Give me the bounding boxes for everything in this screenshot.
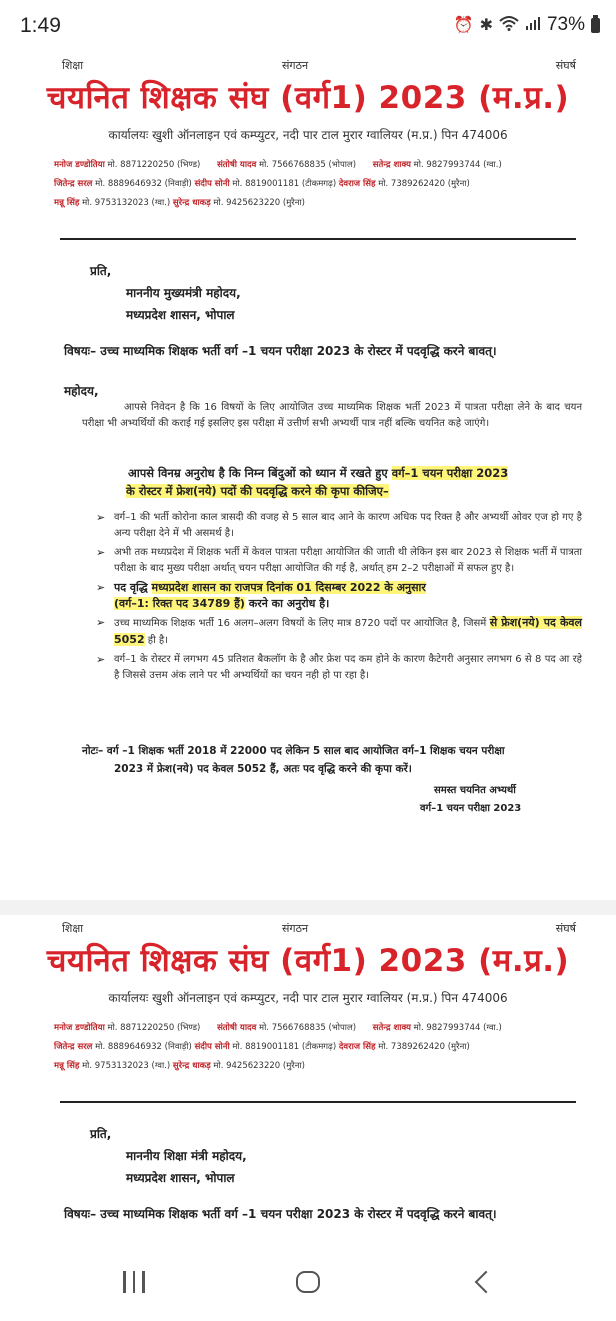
arrow-icon: ➢ (96, 511, 106, 524)
member-info: मो. 8889646932 (निवाड़ी) (95, 179, 192, 189)
member-info: मो. 8871220250 (भिण्ड) (107, 160, 201, 170)
header-right: संघर्ष (555, 922, 576, 935)
member-row (54, 1038, 596, 1057)
member-info: मो. 7389262420 (मुरैना) (378, 179, 470, 189)
body-paragraph-2 (128, 464, 582, 500)
bullet-text: करने का अनुरोध है। (244, 597, 330, 610)
member-info: मो. 9425623220 (मुरैना) (213, 198, 306, 208)
recent-apps-icon (123, 1271, 145, 1293)
letter-page-1 (0, 52, 616, 900)
member-info: मो. 7566768835 (भोपाल) (259, 1023, 357, 1033)
member-name: सतेन्द्र शाक्य (372, 160, 411, 170)
home-icon (296, 1271, 320, 1293)
bullet-list (96, 510, 583, 687)
member-name: देवराज सिंह (338, 179, 376, 189)
battery-percent: 73% (546, 14, 585, 35)
member-name: जितेन्द्र सरल (54, 179, 93, 189)
member-list (54, 1019, 596, 1076)
alarm-icon: ⏰ (453, 17, 474, 34)
member-row (54, 1019, 596, 1038)
wifi-icon (499, 15, 519, 36)
bullet-highlight: मध्यप्रदेश शासन का राजपत्र दिनांक 01 दिसम्बर 2022 के अनुसार (151, 581, 426, 594)
member-info: मो. 7566768835 (भोपाल) (259, 160, 357, 170)
subject-line: विषयः– उच्च माध्यमिक शिक्षक भर्ती वर्ग –1 चयन परीक्षा 2023 के रोस्टर में पदवृद्धि करने बावत्। (64, 344, 497, 358)
status-bar (0, 0, 616, 52)
member-name: संदीप सोनी (194, 179, 230, 189)
status-icons (454, 14, 600, 36)
signature-line-1: समस्त चयनित अभ्यर्थी (434, 785, 516, 796)
bullet-highlight: से फ्रेश(नये) पद केवल 5052 (114, 616, 582, 646)
member-list (54, 156, 596, 213)
battery-icon (591, 18, 600, 33)
bullet-item (96, 580, 582, 612)
member-name: मन्नू सिंह (54, 198, 80, 208)
member-name: संतोषी यादव (217, 1023, 257, 1033)
note-line-1: नोटः– वर्ग –1 शिक्षक भर्ती 2018 में 22000 पद लेकिन 5 साल बाद आयोजित वर्ग–1 शिक्षक चयन परीक्षा (82, 745, 505, 757)
signature-line-2: वर्ग–1 चयन परीक्षा 2023 (420, 803, 522, 814)
member-row (54, 1057, 596, 1076)
signal-icon (525, 16, 541, 35)
header-left: शिक्षा (62, 59, 84, 72)
arrow-icon: ➢ (96, 653, 106, 666)
back-icon (475, 1271, 498, 1294)
para2-highlight-line2: के रोस्टर में फ्रेश(नये) पदों की पदवृद्धि करने की कृपा कीजिए– (126, 484, 389, 498)
letter-header-row (62, 921, 576, 939)
member-info: मो. 9753132023 (ग्वा.) (82, 198, 171, 208)
member-row (54, 156, 596, 175)
bullet-item (96, 545, 583, 577)
bullet-item (96, 615, 582, 649)
to-label: प्रति, (90, 264, 112, 278)
member-name: सुरेन्द्र धाकड़ (172, 1061, 211, 1071)
member-info: मो. 9753132023 (ग्वा.) (82, 1061, 171, 1071)
member-info: मो. 8819001181 (टीकमगढ़) (232, 179, 337, 189)
header-center: संगठन (282, 922, 309, 935)
member-info: मो. 9827993744 (ग्वा.) (413, 1023, 502, 1033)
page-gap (0, 900, 616, 915)
to-label: प्रति, (90, 1127, 112, 1141)
office-address: कार्यालयः खुशी ऑनलाइन एवं कम्प्युटर, नदी पार टाल मुरार ग्वालियर (म.प्र.) पिन 474006 (108, 128, 508, 142)
member-info: मो. 8889646932 (निवाड़ी) (95, 1042, 192, 1052)
header-left: शिक्षा (62, 922, 84, 935)
bullet-highlight: (वर्ग–1: रिक्त पद 34789 हैं) (114, 597, 245, 610)
member-info: मो. 9425623220 (मुरैना) (213, 1061, 306, 1071)
address-block (90, 260, 241, 326)
status-time: 1:49 (20, 14, 61, 37)
member-name: संदीप सोनी (194, 1042, 230, 1052)
member-row (54, 194, 596, 213)
bullet-text: उच्च माध्यमिक शिक्षक भर्ती 16 अलग–अलग विषयों के लिए मात्र 8720 पदों पर आयोजित है, जिसमें (114, 618, 490, 629)
addressee-line-1: माननीय मुख्यमंत्री महोदय, (126, 286, 241, 300)
header-divider (60, 238, 576, 240)
home-button[interactable] (278, 1262, 338, 1302)
member-name: सतेन्द्र शाक्य (372, 1023, 411, 1033)
bullet-item (96, 652, 582, 684)
member-name: जितेन्द्र सरल (54, 1042, 93, 1052)
member-name: देवराज सिंह (338, 1042, 376, 1052)
letter-page-2 (0, 915, 616, 1240)
member-info: मो. 8871220250 (भिण्ड) (107, 1023, 201, 1033)
header-divider (60, 1101, 576, 1103)
salutation: महोदय, (64, 384, 99, 398)
member-info: मो. 9827993744 (ग्वा.) (413, 160, 502, 170)
signature-block (420, 782, 521, 818)
bullet-text: वर्ग–1 की भर्ती कोरोना काल त्रासदी की वजह से 5 साल बाद आने के कारण अधिक पद रिक्त है और अभ्यर्थी ओवर एज हो गए है अन्य परीक्षा देने में भी असमर्थ है। (114, 512, 582, 539)
para2-highlight: वर्ग–1 चयन परीक्षा 2023 (391, 466, 509, 480)
member-name: संतोषी यादव (217, 160, 257, 170)
arrow-icon: ➢ (96, 546, 106, 559)
bluetooth-icon: ✱ (479, 17, 493, 34)
addressee-line-1: माननीय शिक्षा मंत्री महोदय, (126, 1149, 247, 1163)
recent-apps-button[interactable] (104, 1262, 164, 1302)
arrow-icon: ➢ (96, 581, 106, 594)
address-block (90, 1123, 247, 1189)
navigation-bar (0, 1240, 616, 1321)
letterhead-title: चयनित शिक्षक संघ (वर्ग1) 2023 (म.प्र.) (46, 80, 570, 116)
member-name: सुरेन्द्र धाकड़ (172, 198, 211, 208)
member-name: मनोज डण्डोतिया (54, 1023, 105, 1033)
subject-line: विषयः– उच्च माध्यमिक शिक्षक भर्ती वर्ग –1 चयन परीक्षा 2023 के रोस्टर में पदवृद्धि करने बावत्। (64, 1207, 497, 1221)
note-block (82, 742, 584, 778)
member-info: मो. 8819001181 (टीकमगढ़) (232, 1042, 337, 1052)
office-address: कार्यालयः खुशी ऑनलाइन एवं कम्प्युटर, नदी पार टाल मुरार ग्वालियर (म.प्र.) पिन 474006 (108, 991, 508, 1005)
header-center: संगठन (282, 59, 309, 72)
bullet-text: अभी तक मध्यप्रदेश में शिक्षक भर्ती में केवल पात्रता परीक्षा आयोजित की जाती थी लेकिन इस बार 2023 से शिक्षक भर्ती में पात्रता परीक्षा के बाद मुख्य परीक्षा अर्थात् चयन परीक्षा आयोजित की गई है, अर्थात् हम 2–2 परीक्षाओं में सफल हुए है। (114, 547, 583, 574)
bullet-text: पद वृद्धि (114, 581, 152, 594)
letterhead-title: चयनित शिक्षक संघ (वर्ग1) 2023 (म.प्र.) (46, 943, 570, 979)
back-button[interactable] (452, 1262, 512, 1302)
bullet-item (96, 510, 582, 542)
note-line-2: 2023 में फ्रेश(नये) पद केवल 5052 हैं, अतः पद वृद्धि करने की कृपा करें। (114, 763, 412, 775)
letter-header-row (62, 58, 576, 76)
para2-text: आपसे विनम्र अनुरोध है कि निम्न बिंदुओं को ध्यान में रखते हुए (128, 466, 392, 480)
arrow-icon: ➢ (96, 616, 106, 629)
addressee-line-2: मध्यप्रदेश शासन, भोपाल (126, 1171, 235, 1185)
bullet-text: ही है। (144, 635, 168, 646)
header-right: संघर्ष (555, 59, 576, 72)
body-paragraph-1: आपसे निवेदन है कि 16 विषयों के लिए आयोजित उच्च माध्यमिक शिक्षक भर्ती 2023 में पात्रता परीक्षा लेने के बाद चयन परीक्षा भी अभ्यर्थियों की कराई गई इसलिए इस परीक्षा में उत्तीर्ण सभी अभ्यर्थी पात्र नहीं बल्कि चयनित कहे जाएंगे। (82, 402, 582, 429)
member-info: मो. 7389262420 (मुरैना) (378, 1042, 470, 1052)
member-name: मनोज डण्डोतिया (54, 160, 105, 170)
member-row (54, 175, 596, 194)
bullet-text: वर्ग–1 के रोस्टर में लगभग 45 प्रतिशत बैकलॉग के है और फ्रेश पद कम होने के कारण कैटेगरी अनुसार लगभग 6 से 8 पद आ रहे है जिससे उत्तम अंक लाने पर भी अभ्यर्थियों का चयन नही हो पा रहा है। (114, 654, 582, 681)
addressee-line-2: मध्यप्रदेश शासन, भोपाल (126, 308, 235, 322)
member-name: मन्नू सिंह (54, 1061, 80, 1071)
